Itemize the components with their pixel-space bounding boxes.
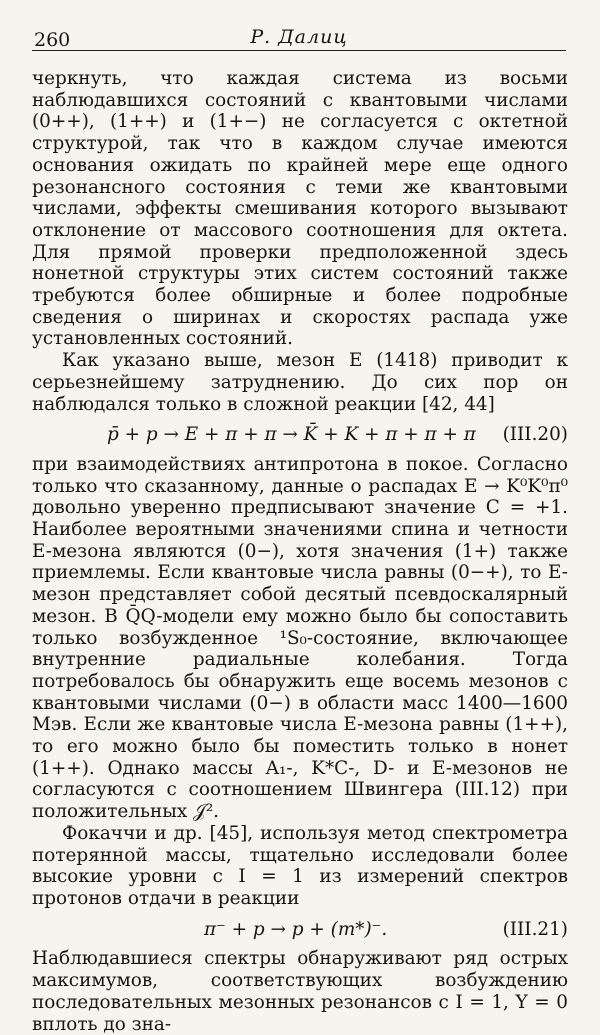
page-number: 260: [34, 29, 71, 51]
paragraph-2: Как указано выше, мезон E (1418) приводит к серьезнейшему затруднению. До сих пор он наблюдался только в сложной реакции [42, 44]: [32, 350, 568, 415]
equation-number: (III.20): [502, 424, 568, 446]
equation-III-21: [32, 919, 568, 941]
equation-formula: π⁻ + p → p + (m*)⁻.: [204, 918, 388, 940]
page-body: [32, 68, 568, 1035]
paragraph-3: при взаимодействиях антипротона в покое. Согласно только что сказанному, данные о распадах E → K⁰K⁰π⁰ довольно уверенно предписывают значение C = +1. Наиболее вероятными значениями спина и четности E-мезона являются (0−), хотя значения (1+) также приемлемы. Если квантовые числа равны (0−+), то E-мезон представляет собой десятый псевдоскалярный мезон. В Q̄Q-модели ему можно было бы сопоставить только возбужденное ¹S₀-состояние, включающее внутренние радиальные колебания. Тогда потребовалось бы обнаружить еще восемь мезонов с квантовыми числами (0−) в области масс 1400—1600 Мэв. Если же квантовые числа E-мезона равны (1++), то его можно было бы поместить только в нонет (1++). Однако массы A₁-, K*C-, D- и E-мезонов не согласуются с соотношением Швингера (III.12) при положительных 𝒥².: [32, 453, 568, 823]
equation-III-20: [32, 424, 568, 446]
paragraph-5: Наблюдавшиеся спектры обнаруживают ряд острых максимумов, соответствующих возбуждению последовательных мезонных резонансов с I = 1, Y = 0 вплоть до зна-: [32, 948, 568, 1035]
equation-formula: p̄ + p → E + π + π → K̄ + K + π + π + π: [107, 424, 476, 446]
running-header: [32, 20, 566, 51]
paragraph-4: Фокаччи и др. [45], используя метод спектрометра потерянной массы, тщательно исследовали более высокие уровни с I = 1 из измерений спектров протонов отдачи в реакции: [32, 822, 568, 909]
paragraph-1: черкнуть, что каждая система из восьми наблюдавшихся состояний с квантовыми числами (0++), (1++) и (1+−) не согласуется с октетной структурой, так что в каждом случае имеются основания ожидать по крайней мере еще одного резонансного состояния с теми же квантовыми числами, эффекты смешивания которого вызывают отклонение от массового соотношения для октета. Для прямой проверки предположенной здесь нонетной структуры этих систем состояний также требуются более обширные и более подробные сведения о ширинах и скоростях распада уже установленных состояний.: [32, 68, 568, 350]
running-title: Р. Далиц: [250, 26, 348, 48]
equation-number: (III.21): [502, 918, 568, 940]
